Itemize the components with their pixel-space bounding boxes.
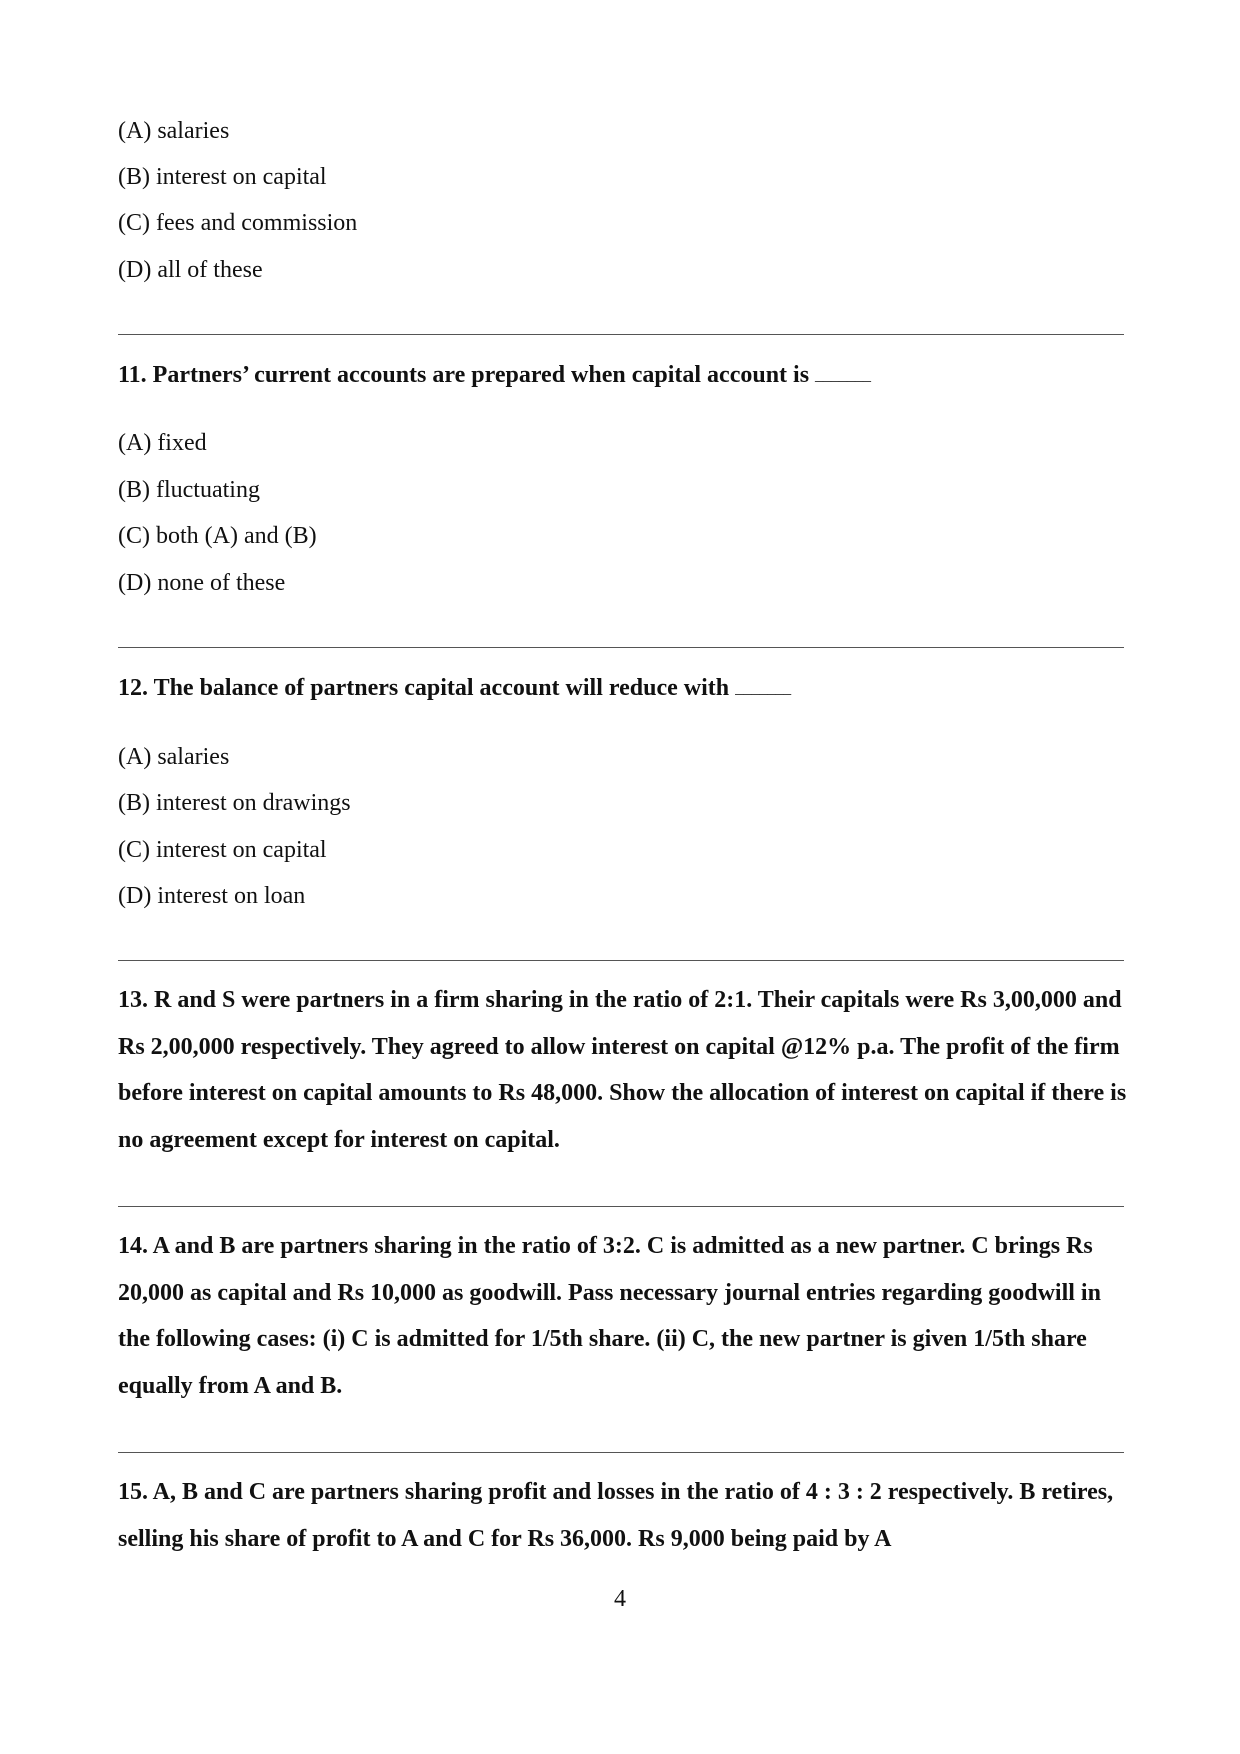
option-12-b: (B) interest on drawings [118,790,351,816]
divider [118,647,1124,648]
option-11-d: (D) none of these [118,570,286,596]
option-11-a: (A) fixed [118,430,207,456]
option-prev-b: (B) interest on capital [118,164,327,190]
question-12 [118,665,1128,713]
option-prev-d: (D) all of these [118,257,263,283]
question-14: 14. A and B are partners sharing in the ratio of 3:2. C is admitted as a new partner. C brings Rs 20,000 as capital and Rs 10,000 as goodwill. Pass necessary journal entries regarding goodwill in the following cases: (i) C is admitted for 1/5th share. (ii) C, the new partner is given 1/5th share equally from A and B. [118,1233,1101,1399]
question-11 [118,352,1128,400]
page-number: 4 [614,1586,626,1612]
question-15: 15. A, B and C are partners sharing profit and losses in the ratio of 4 : 3 : 2 respectively. B retires, selling his share of profit to A and C for Rs 36,000. Rs 9,000 being paid by A [118,1479,1114,1552]
answer-blank: _______ [735,680,792,697]
option-12-d: (D) interest on loan [118,883,306,909]
option-11-c: (C) both (A) and (B) [118,523,317,549]
option-12-a: (A) salaries [118,744,230,770]
divider [118,1206,1124,1207]
question-12-text: 12. The balance of partners capital account will reduce with [118,675,730,701]
question-13: 13. R and S were partners in a firm sharing in the ratio of 2:1. Their capitals were Rs 3,00,000 and Rs 2,00,000 respectively. They agreed to allow interest on capital @12% p.a. The profit of the firm before interest on capital amounts to Rs 48,000. Show the allocation of interest on capital if there is no agreement except for interest on capital. [118,987,1127,1153]
divider [118,334,1124,335]
option-11-b: (B) fluctuating [118,477,260,503]
option-12-c: (C) interest on capital [118,837,327,863]
question-11-text: 11. Partners’ current accounts are prepared when capital account is [118,362,810,388]
option-prev-a: (A) salaries [118,118,230,144]
answer-blank: _______ [815,367,872,384]
option-prev-c: (C) fees and commission [118,210,358,236]
divider [118,960,1124,961]
divider [118,1452,1124,1453]
